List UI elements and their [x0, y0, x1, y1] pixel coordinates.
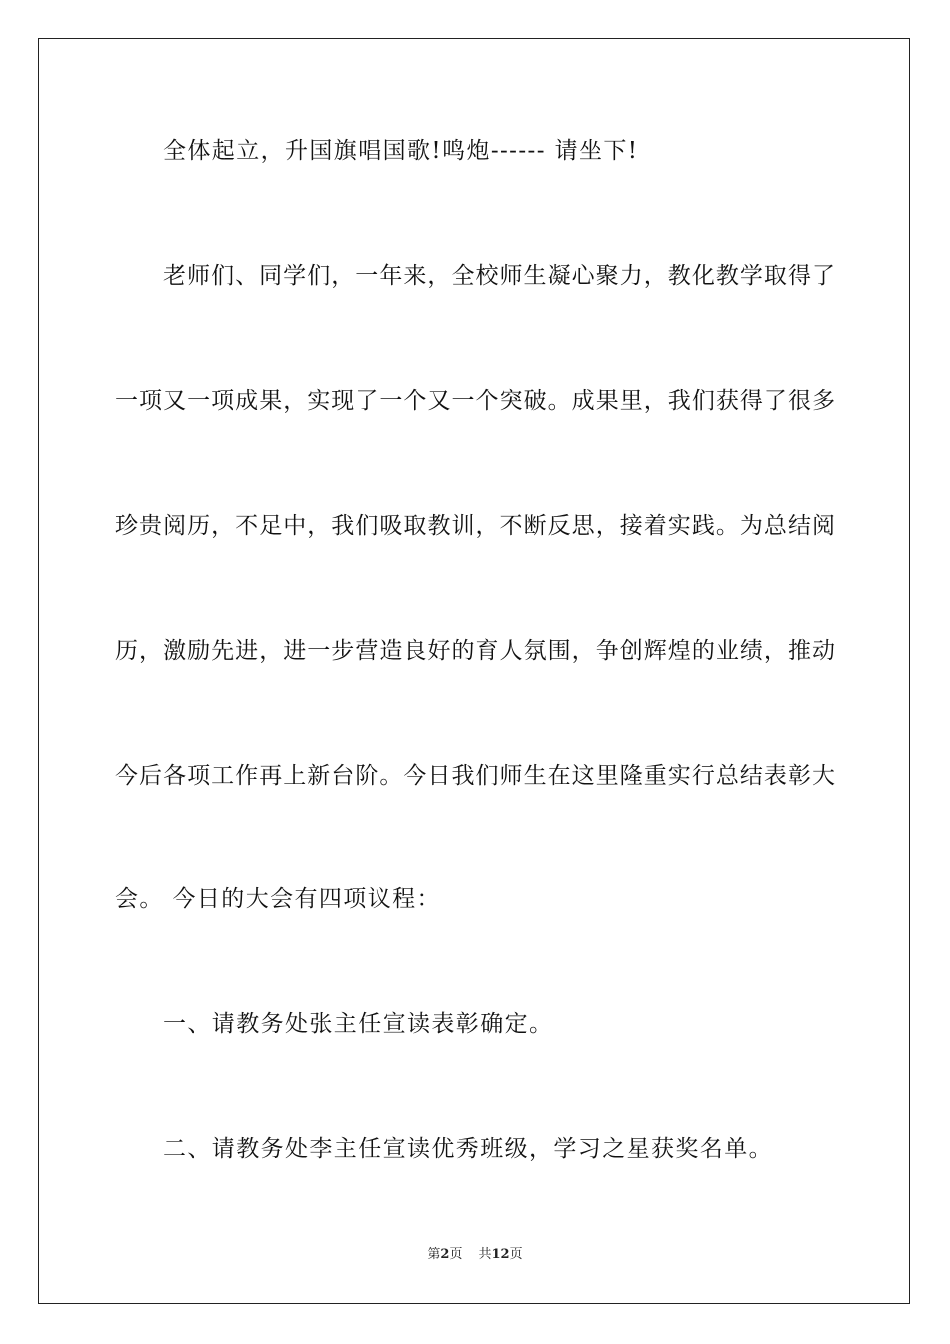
- page-number: 2: [440, 1247, 450, 1262]
- page-border: [38, 38, 910, 1304]
- paragraph-line-5: 历，激励先进，进一步营造良好的育人氛围，争创辉煌的业绩，推动: [115, 638, 835, 664]
- paragraph-line-1: 全体起立，升国旗唱国歌!鸣炮------ 请坐下!: [163, 138, 639, 164]
- agenda-item-2: 二、请教务处李主任宣读优秀班级，学习之星获奖名单。: [163, 1136, 773, 1162]
- paragraph-line-7: 会。 今日的大会有四项议程：: [115, 886, 441, 912]
- total-pages: 12: [491, 1247, 510, 1262]
- total-suffix: 页: [509, 1247, 523, 1262]
- paragraph-line-6: 今后各项工作再上新台阶。今日我们师生在这里隆重实行总结表彰大: [115, 763, 835, 789]
- page-suffix: 页: [449, 1247, 463, 1262]
- paragraph-line-3: 一项又一项成果，实现了一个又一个突破。成果里，我们获得了很多: [115, 388, 835, 414]
- agenda-item-1: 一、请教务处张主任宣读表彰确定。: [163, 1011, 554, 1037]
- total-prefix: 共: [478, 1247, 492, 1262]
- page-footer: [0, 1246, 950, 1264]
- page-prefix: 第: [427, 1247, 441, 1262]
- paragraph-line-4: 珍贵阅历，不足中，我们吸取教训，不断反思，接着实践。为总结阅: [115, 513, 835, 539]
- paragraph-line-2: 老师们、同学们，一年来，全校师生凝心聚力，教化教学取得了: [163, 263, 835, 289]
